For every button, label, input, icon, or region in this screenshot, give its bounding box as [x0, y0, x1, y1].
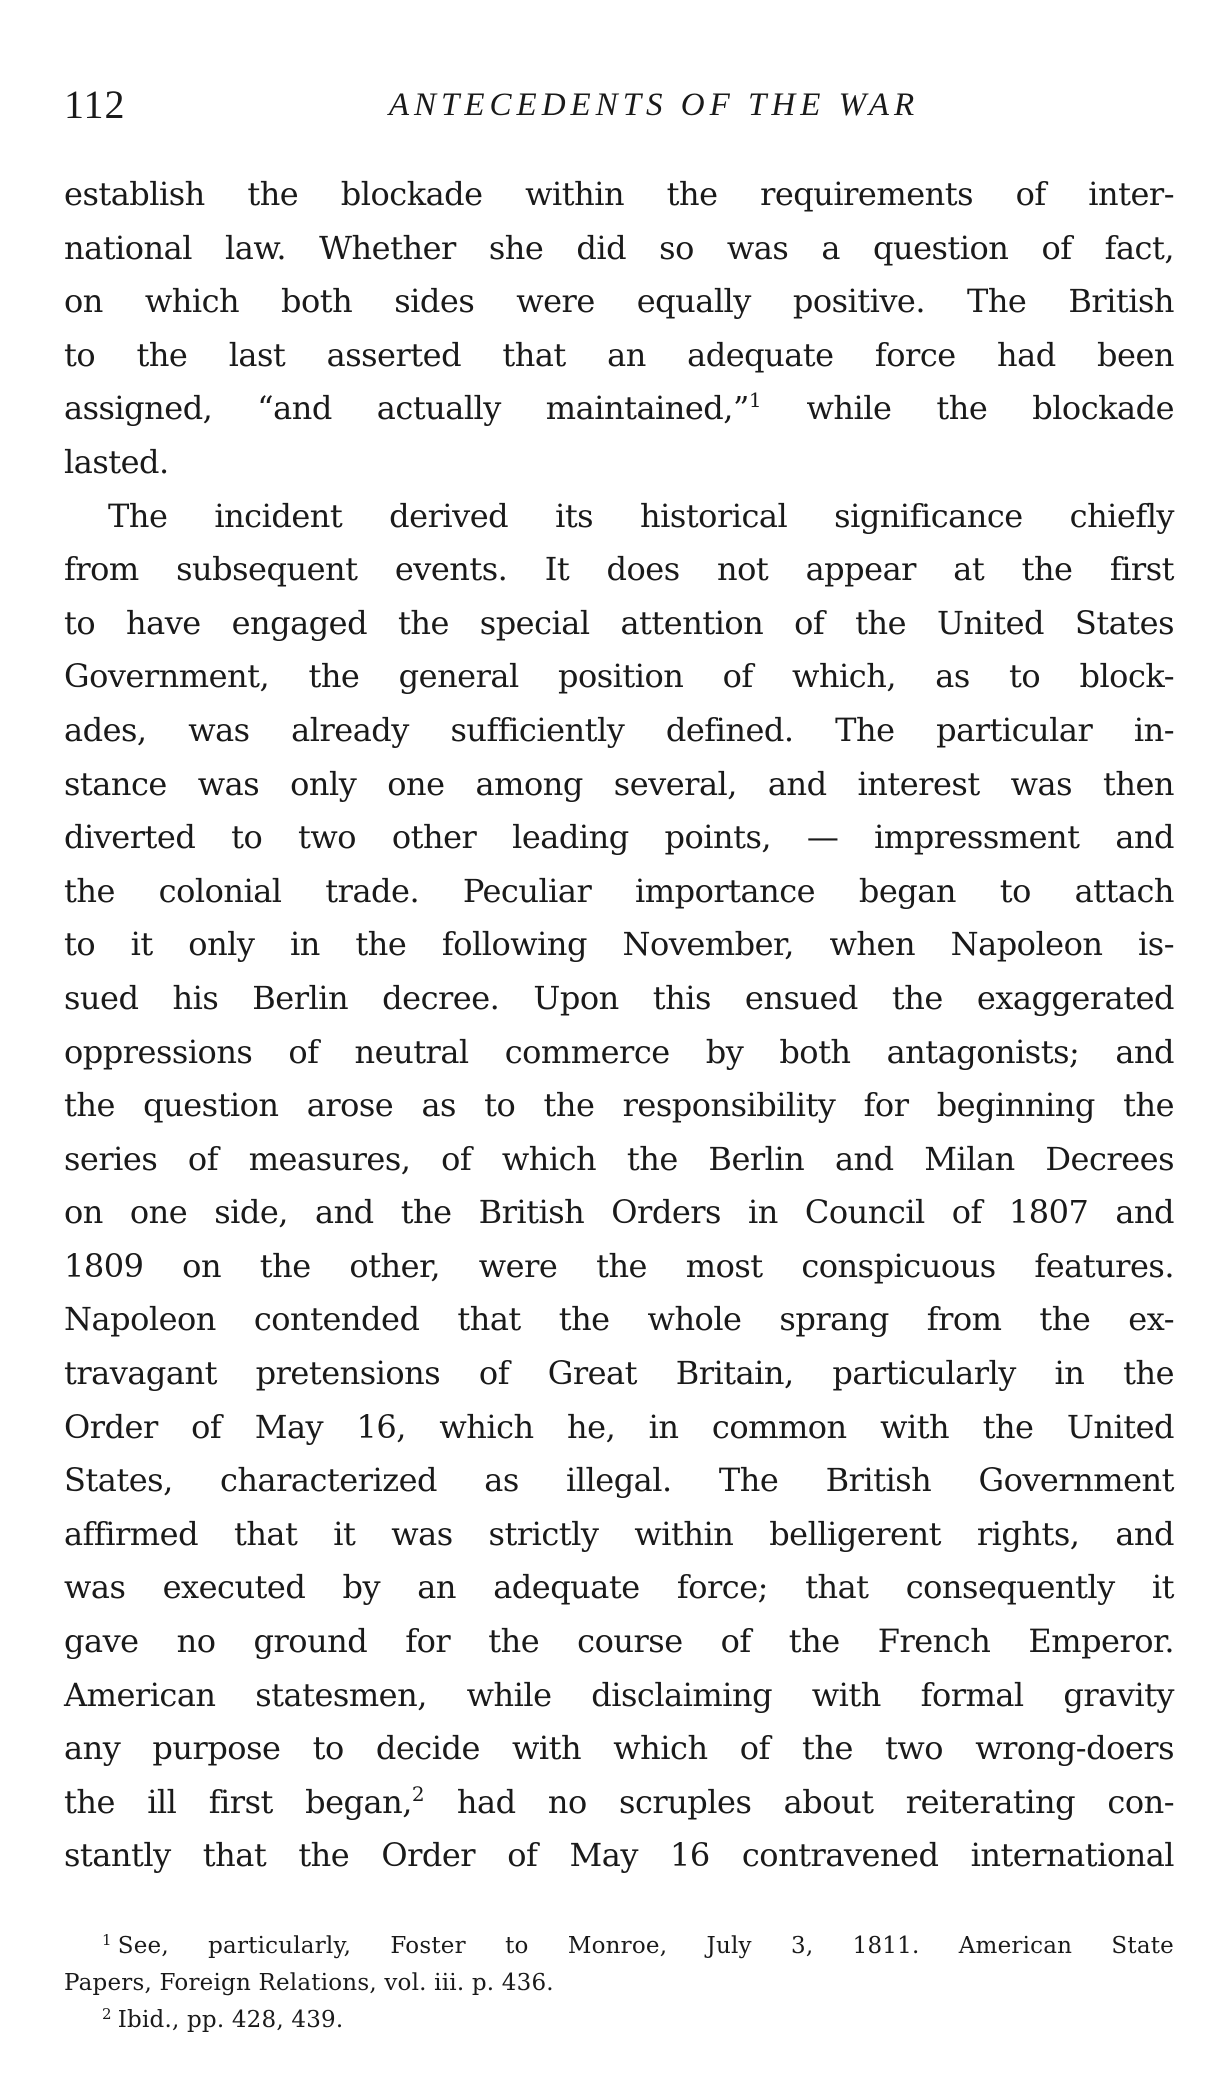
text-line: Order of May 16, which he, in common with the United — [64, 1407, 1174, 1446]
text-line: sued his Berlin decree. Upon this ensued the exaggerated — [64, 978, 1174, 1017]
footnote-text: See, particularly, Foster to Monroe, July 3, 1811. American State — [117, 1933, 1174, 1959]
text-line: travagant pretensions of Great Britain, particularly in the — [64, 1354, 1174, 1393]
text-segment: the ill first began, — [64, 1782, 412, 1821]
text-line: ades, was already sufficiently defined. The particular in- — [64, 710, 1174, 749]
text-line-with-footnote-ref — [64, 382, 1174, 436]
footnote-ref-2: 2 — [411, 1781, 425, 1806]
text-line: American statesmen, while disclaiming with formal gravity — [64, 1675, 1174, 1714]
text-line: was executed by an adequate force; that consequently it — [64, 1568, 1174, 1607]
text-line: stantly that the Order of May 16 contravened international — [64, 1836, 1174, 1875]
footnote-ref-1: 1 — [748, 388, 762, 413]
text-line: from subsequent events. It does not appear at the first — [64, 550, 1174, 589]
text-line: to the last asserted that an adequate force had been — [64, 335, 1174, 374]
text-line: series of measures, of which the Berlin and Milan Decrees — [64, 1139, 1174, 1178]
text-line: Government, the general position of which, as to block- — [64, 657, 1174, 696]
text-line: States, characterized as illegal. The British Government — [64, 1461, 1174, 1500]
text-segment: assigned, “and actually maintained,” — [64, 389, 749, 428]
running-head — [64, 80, 1174, 130]
text-line: 1809 on the other, were the most conspicuous features. — [64, 1246, 1174, 1285]
text-line: to have engaged the special attention of the United States — [64, 603, 1174, 642]
text-line: Napoleon contended that the whole sprang from the ex- — [64, 1300, 1174, 1339]
footnote-1 — [64, 1928, 1174, 1965]
footnote-1-continued: Papers, Foreign Relations, vol. iii. p. 436. — [64, 1970, 554, 1996]
paragraph-first-line: The incident derived its historical significance chiefly — [108, 496, 1174, 535]
footnote-mark-2: 2 — [102, 2005, 112, 2023]
text-line: stance was only one among several, and interest was then — [64, 764, 1174, 803]
text-segment: while the blockade — [761, 389, 1175, 428]
text-line: national law. Whether she did so was a question of fact, — [64, 228, 1174, 267]
footnote-2 — [64, 2002, 1174, 2039]
page-number: 112 — [64, 82, 126, 127]
text-line: establish the blockade within the requirements of inter- — [64, 175, 1174, 213]
text-line: on one side, and the British Orders in Council of 1807 and — [64, 1193, 1174, 1232]
text-line: diverted to two other leading points, — impressment and — [64, 818, 1174, 857]
body-text — [64, 168, 1174, 1883]
text-segment: had no scruples about reiterating con- — [424, 1782, 1174, 1821]
footnotes — [64, 1928, 1174, 2039]
text-line: the question arose as to the responsibility for beginning the — [64, 1086, 1174, 1125]
text-line: lasted. — [64, 442, 169, 481]
text-line: gave no ground for the course of the French Emperor. — [64, 1622, 1174, 1661]
text-line: affirmed that it was strictly within belligerent rights, and — [64, 1514, 1174, 1553]
footnote-mark-1: 1 — [102, 1931, 112, 1949]
footnote-text: Ibid., pp. 428, 439. — [117, 2007, 344, 2033]
text-line-with-footnote-ref — [64, 1776, 1174, 1830]
text-line: on which both sides were equally positive. The British — [64, 282, 1174, 321]
text-line: any purpose to decide with which of the two wrong-doers — [64, 1729, 1174, 1768]
running-title: ANTECEDENTS OF THE WAR — [388, 87, 920, 123]
text-line: oppressions of neutral commerce by both antagonists; and — [64, 1032, 1174, 1071]
text-line: to it only in the following November, when Napoleon is- — [64, 925, 1174, 964]
text-line: the colonial trade. Peculiar importance began to attach — [64, 871, 1174, 910]
